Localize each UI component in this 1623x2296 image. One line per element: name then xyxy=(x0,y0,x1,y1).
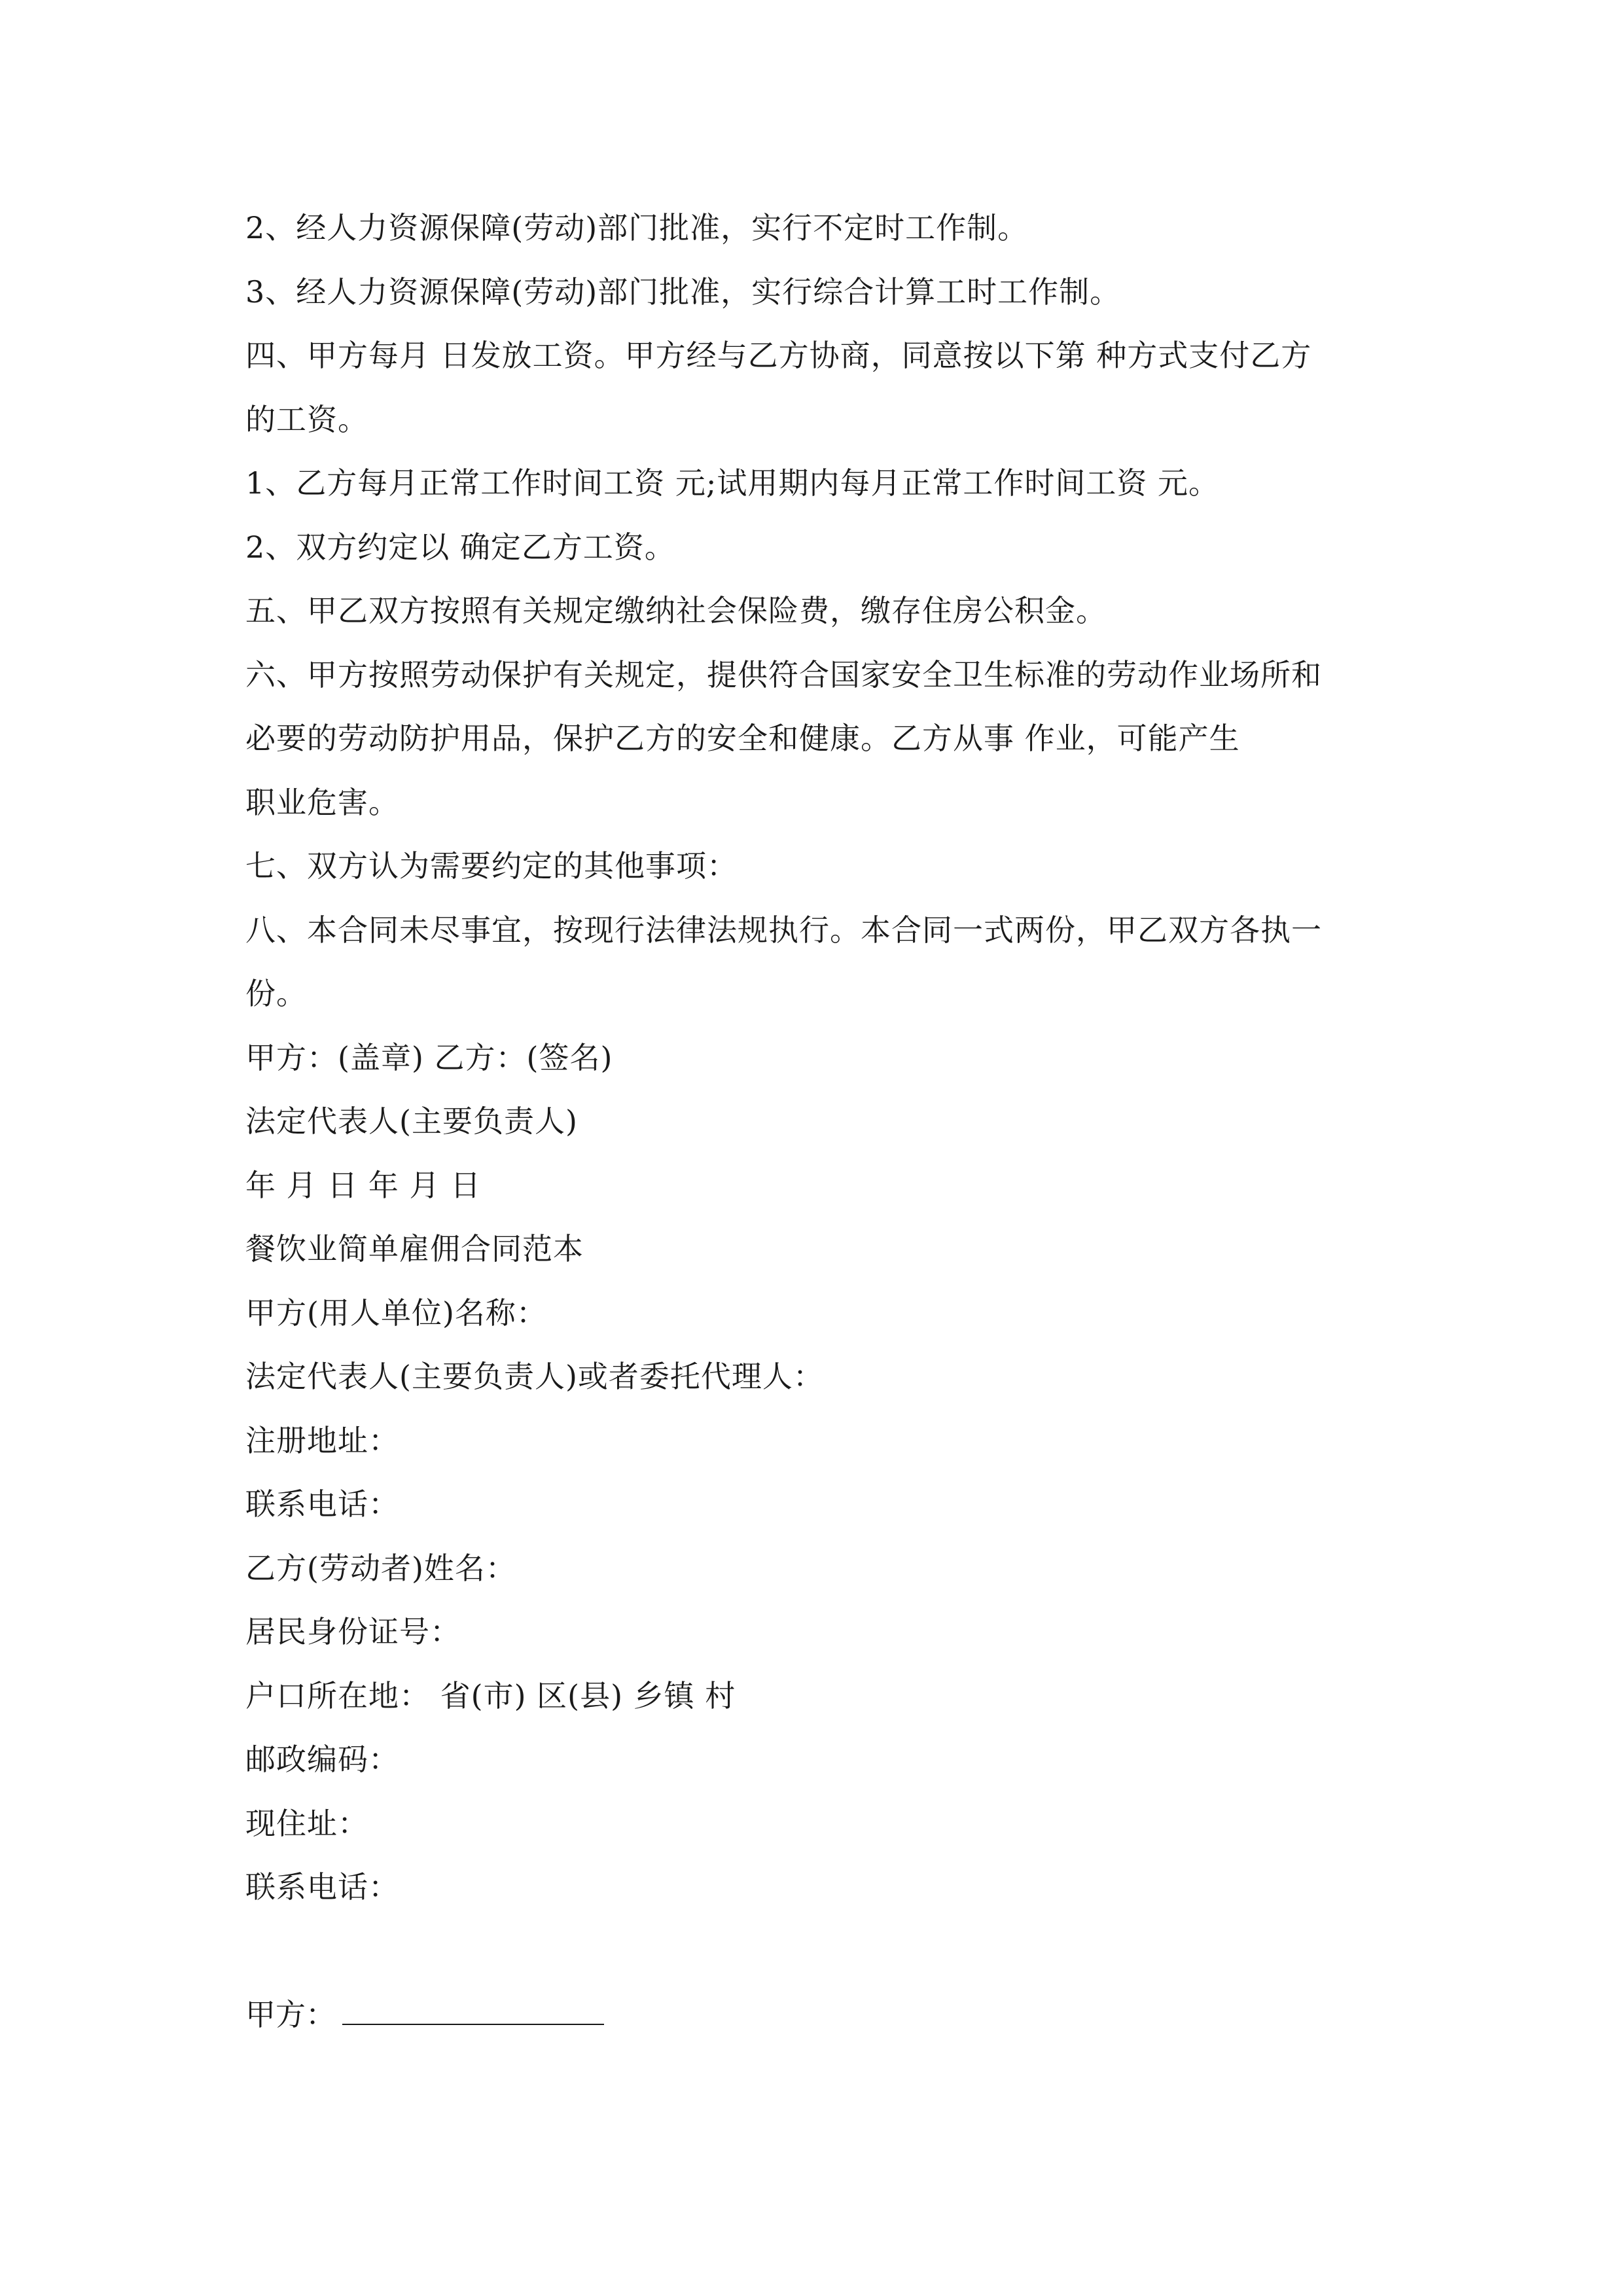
text-line: 职业危害。 xyxy=(245,784,399,820)
text-line: 五、甲乙双方按照有关规定缴纳社会保险费，缴存住房公积金。 xyxy=(245,593,1107,628)
text-line: 户口所在地： 省(市) 区(县) 乡镇 村 xyxy=(245,1677,736,1713)
signature-row xyxy=(245,1983,1384,2047)
text-line: 居民身份证号： xyxy=(245,1614,461,1649)
document-body xyxy=(245,196,1384,2047)
blank-gap xyxy=(245,1920,1384,1984)
text-line: 2、经人力资源保障(劳动)部门批准，实行不定时工作制。 xyxy=(245,210,1029,245)
text-line: 四、甲方每月 日发放工资。甲方经与乙方协商，同意按以下第 种方式支付乙方 xyxy=(245,338,1312,373)
text-line: 联系电话： xyxy=(245,1869,399,1905)
text-line: 3、经人力资源保障(劳动)部门批准，实行综合计算工时工作制。 xyxy=(245,274,1121,310)
text-line: 甲方：(盖章) 乙方：(签名) xyxy=(245,1039,613,1075)
text-line: 必要的劳动防护用品，保护乙方的安全和健康。乙方从事 作业，可能产生 xyxy=(245,721,1240,756)
signature-blank-line xyxy=(342,1998,604,2025)
text-line: 年 月 日 年 月 日 xyxy=(245,1167,482,1203)
text-line: 2、双方约定以 确定乙方工资。 xyxy=(245,529,675,565)
document-title: 餐饮业简单雇佣合同范本 xyxy=(245,1231,584,1266)
text-line: 法定代表人(主要负责人) xyxy=(245,1103,578,1139)
text-line: 1、乙方每月正常工作时间工资 元;试用期内每月正常工作时间工资 元。 xyxy=(245,465,1220,501)
text-line: 的工资。 xyxy=(245,401,368,437)
text-line: 现住址： xyxy=(245,1805,368,1841)
text-line: 六、甲方按照劳动保护有关规定，提供符合国家安全卫生标准的劳动作业场所和 xyxy=(245,656,1322,692)
text-line: 邮政编码： xyxy=(245,1742,399,1777)
text-line: 法定代表人(主要负责人)或者委托代理人： xyxy=(245,1359,824,1394)
text-line: 注册地址： xyxy=(245,1422,399,1458)
text-line: 七、双方认为需要约定的其他事项： xyxy=(245,848,738,884)
text-line: 甲方(用人单位)名称： xyxy=(245,1295,547,1331)
text-line: 联系电话： xyxy=(245,1486,399,1522)
text-line: 份。 xyxy=(245,976,307,1011)
text-line: 乙方(劳动者)姓名： xyxy=(245,1550,516,1586)
text-line: 八、本合同未尽事宜，按现行法律法规执行。本合同一式两份，甲乙双方各执一 xyxy=(245,912,1322,948)
signature-label: 甲方： xyxy=(245,1997,336,2032)
